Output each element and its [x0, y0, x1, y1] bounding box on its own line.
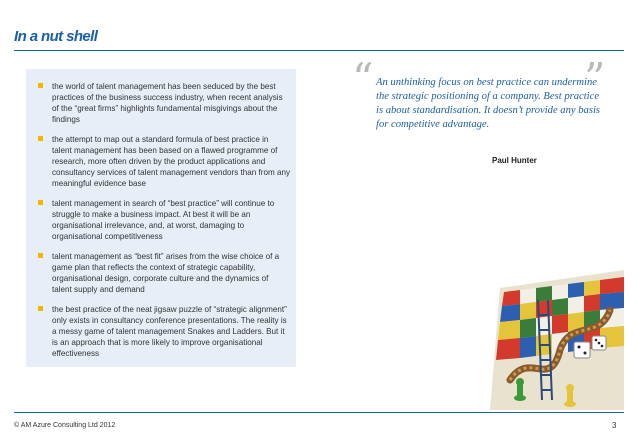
bullet-square-icon: [38, 253, 43, 258]
bullet-item: [38, 198, 290, 242]
title-rule: [14, 50, 624, 51]
bullet-square-icon: [38, 306, 43, 311]
bullet-square-icon: [38, 200, 43, 205]
footer-rule: [14, 412, 624, 413]
open-quote-icon: “: [352, 54, 374, 103]
pull-quote: An unthinking focus on best practice can undermine the strategic positioning of a company. Best practice is about standardisation. It doesn’t provide any basis for competitive advantage.: [376, 77, 601, 130]
close-quote-icon: ”: [584, 54, 606, 103]
bullet-list: [26, 69, 296, 359]
page-number: 3: [612, 421, 617, 430]
bullet-text: talent management in search of “best practice” will continue to struggle to make a business impact. At best it will be an organisational irrelevance, and, at worst, damaging to organisational competitiveness: [52, 199, 275, 241]
bullet-item: [38, 134, 290, 189]
bullet-text: the attempt to map out a standard formula of best practice in talent management has been based on a flawed programme of research, more often driven by the product applications and consultancy services of talent management vendors than from any meaningful evidence base: [52, 135, 290, 188]
quote-author: Paul Hunter: [492, 156, 537, 165]
bullet-square-icon: [38, 136, 43, 141]
bullet-panel: [26, 69, 296, 367]
board-illustration: [490, 270, 624, 410]
bullet-text: the world of talent management has been seduced by the best practices of the business success industry, when recent analysis of the “great firms” highlights fundamental misgivings about the findings: [52, 82, 283, 124]
bullet-item: [38, 81, 290, 125]
bullet-square-icon: [38, 83, 43, 88]
bullet-item: [38, 304, 290, 359]
bullet-text: the best practice of the neat jigsaw puzzle of “strategic alignment” only exists in consultancy conference presentations. The reality is a messy game of talent management Snakes and Ladders. But it is an approach that is more likely to improve organisational effectiveness: [52, 305, 287, 358]
snakes-and-ladders-board-image: [490, 270, 624, 410]
bullet-item: [38, 251, 290, 295]
bullet-text: talent management as “best fit” arises from the wise choice of a game plan that reflects the context of strategic capability, organisational design, corporate culture and the dynamics of talent supply and demand: [52, 252, 280, 294]
copyright-text: © AM Azure Consulting Ltd 2012: [14, 422, 116, 429]
page-title: In a nut shell: [14, 28, 98, 45]
die-shape: [574, 342, 590, 358]
